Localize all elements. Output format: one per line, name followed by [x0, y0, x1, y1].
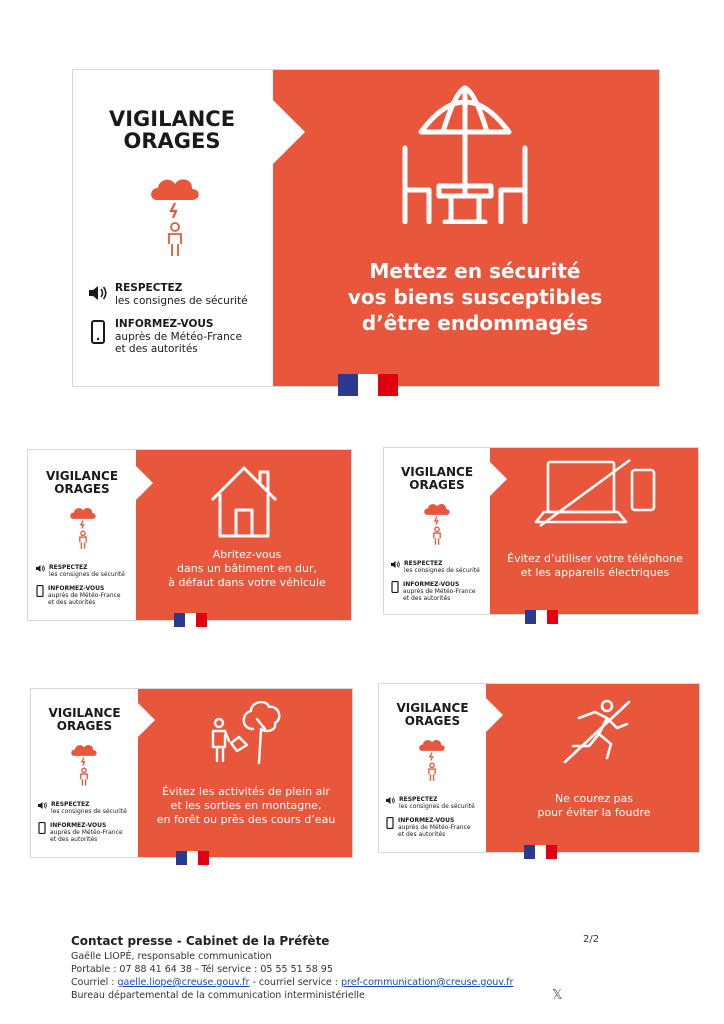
speaker-icon [35, 564, 46, 573]
card-title: VIGILANCE ORAGES [48, 706, 121, 733]
smartphone-icon [90, 320, 106, 344]
french-flag [525, 610, 558, 624]
tree-struck-person-icon [207, 699, 283, 765]
speaker-icon [37, 801, 48, 810]
respect-instruction: RESPECTEZ les consignes de sécurité [35, 564, 125, 578]
storm-cloud-icon [417, 736, 447, 784]
respect-instruction: RESPECTEZ les consignes de sécurité [385, 796, 475, 810]
footer-heading: Contact presse - Cabinet de la Préfète [71, 934, 330, 948]
card-title: VIGILANCE ORAGES [400, 465, 474, 492]
inform-instruction: INFORMEZ-VOUS auprès de Météo-France et des autorités [90, 318, 242, 356]
storm-cloud-icon [422, 500, 452, 548]
no-laptop-phone-icon [534, 456, 664, 532]
footer-bureau-line: Bureau départemental de la communication interministérielle [71, 990, 365, 1001]
inform-instruction: INFORMEZ-VOUS auprès de Météo-France et des autorités [36, 585, 121, 607]
speaker-icon [385, 796, 396, 805]
footer-contact-name: Gaëlle LIOPÉ, responsable communication [71, 951, 272, 962]
inform-instruction: INFORMEZ-VOUS auprès de Météo-France et des autorités [386, 817, 471, 839]
smartphone-icon [36, 585, 44, 597]
alert-card-avoid-phone [383, 447, 699, 615]
french-flag [338, 374, 398, 396]
footer-phone-line: Portable : 07 88 41 64 38 - Tél service : 05 55 51 58 95 [71, 964, 333, 975]
speaker-icon [87, 284, 109, 302]
card-message: Abritez-vous dans un bâtiment en dur, à défaut dans votre véhicule [168, 548, 326, 589]
smartphone-icon [38, 822, 46, 834]
email-link-contact[interactable]: gaelle.liope@creuse.gouv.fr [117, 977, 250, 988]
respect-instruction: RESPECTEZ les consignes de sécurité [390, 560, 480, 574]
smartphone-icon [386, 817, 394, 829]
card-title: VIGILANCE ORAGES [45, 469, 119, 496]
x-mark: 𝕏 [552, 988, 563, 1003]
parasol-table-icon [395, 82, 535, 224]
card-title: VIGILANCE ORAGES [396, 701, 469, 728]
smartphone-icon [391, 581, 399, 593]
no-running-icon [559, 696, 635, 766]
card-arrow [490, 462, 507, 496]
inform-instruction: INFORMEZ-VOUS auprès de Météo-France et des autorités [391, 581, 476, 603]
storm-cloud-icon [147, 172, 203, 262]
alert-card-shelter [27, 449, 352, 621]
page-number: 2/2 [583, 934, 600, 945]
card-message: Évitez d’utiliser votre téléphone et les appareils électriques [507, 552, 683, 579]
footer-email-line: Courriel : gaelle.liope@creuse.gouv.fr - courriel service : pref-communication@creuse.gouv.fr [71, 977, 514, 988]
house-icon [208, 464, 280, 538]
alert-card-no-running [378, 683, 700, 853]
card-message: Mettez en sécurité vos biens susceptibles d’être endommagés [347, 259, 603, 335]
card-arrow [136, 466, 153, 500]
french-flag [174, 613, 207, 627]
press-contact-footer [71, 934, 513, 1002]
french-flag [176, 851, 209, 865]
french-flag [524, 845, 557, 859]
storm-cloud-icon [68, 504, 98, 552]
email-link-service[interactable]: pref-communication@creuse.gouv.fr [341, 977, 514, 988]
alert-card-secure-belongings [72, 69, 660, 387]
respect-instruction: RESPECTEZ les consignes de sécurité [87, 282, 248, 307]
card-arrow [273, 100, 305, 164]
card-message: Ne courez pas pour éviter la foudre [537, 792, 651, 819]
card-arrow [138, 703, 155, 737]
card-arrow [486, 698, 503, 732]
respect-instruction: RESPECTEZ les consignes de sécurité [37, 801, 127, 815]
speaker-icon [390, 560, 401, 569]
storm-cloud-icon [69, 741, 99, 789]
card-message: Évitez les activités de plein air et les sorties en montagne, en forêt ou près des cours d’eau [156, 785, 336, 826]
alert-card-avoid-outdoor [30, 688, 353, 858]
inform-instruction: INFORMEZ-VOUS auprès de Météo-France et des autorités [38, 822, 123, 844]
card-title: VIGILANCE ORAGES [108, 107, 236, 154]
